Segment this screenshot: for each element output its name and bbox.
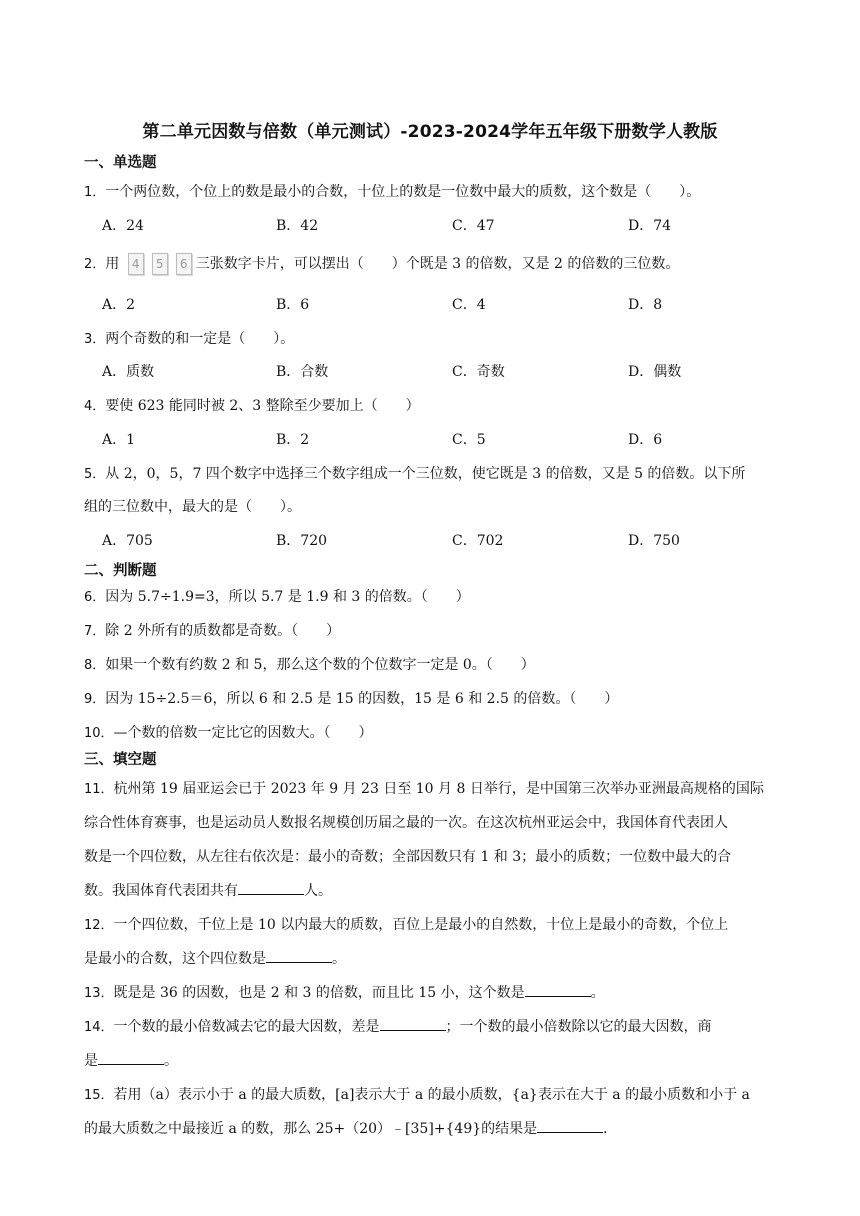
question-number: 9． bbox=[84, 692, 106, 707]
option-b: B．2 bbox=[276, 432, 310, 448]
option-a: A．1 bbox=[102, 432, 136, 448]
question-number: 10． bbox=[84, 726, 114, 741]
option-c: C．5 bbox=[452, 432, 486, 448]
question-8 bbox=[84, 654, 535, 674]
question-text: 如果一个数有约数 2 和 5，那么这个数的个位数字一定是 0。（ ） bbox=[105, 657, 535, 673]
question-11 bbox=[84, 778, 764, 798]
question-14-line2 bbox=[84, 1050, 178, 1070]
answer-blank[interactable] bbox=[537, 1120, 603, 1133]
question-text: 。 bbox=[164, 1053, 178, 1069]
question-text: 一个两位数，个位上的数是最小的合数，十位上的数是一位数中最大的质数，这个数是（ ）。 bbox=[105, 184, 701, 200]
section-heading-single-choice: 一、单选题 bbox=[84, 155, 157, 171]
question-3 bbox=[84, 328, 294, 348]
question-5 bbox=[84, 463, 745, 483]
question-2 bbox=[84, 253, 679, 275]
question-text: 人。 bbox=[304, 883, 332, 899]
question-14 bbox=[84, 1016, 712, 1036]
option-c: C．奇数 bbox=[452, 364, 505, 380]
answer-blank[interactable] bbox=[380, 1018, 446, 1031]
question-number: 13． bbox=[84, 986, 114, 1001]
option-d: D．750 bbox=[628, 533, 680, 549]
question-11-line2: 综合性体育赛事，也是运动员人数报名规模创历届之最的一次。在这次杭州亚运会中，我国体育代表团人 bbox=[84, 815, 728, 831]
question-text: 。 bbox=[332, 951, 346, 967]
option-a: A．质数 bbox=[102, 364, 155, 380]
question-number: 8． bbox=[84, 658, 106, 673]
question-number: 5． bbox=[84, 467, 106, 482]
option-b: B．合数 bbox=[276, 364, 329, 380]
answer-blank[interactable] bbox=[98, 1052, 164, 1065]
question-text: 的最大质数之中最接近 a 的数，那么 25+（20）﹣[35]+{49}的结果是 bbox=[84, 1121, 538, 1137]
option-c: C．702 bbox=[452, 533, 504, 549]
option-d: D．6 bbox=[628, 432, 663, 448]
question-text: ；一个数的最小倍数除以它的最大因数，商 bbox=[445, 1019, 712, 1035]
digit-card-5: 5 bbox=[152, 253, 168, 275]
question-number: 6． bbox=[84, 590, 106, 605]
question-text: —个数的倍数一定比它的因数大。（ ） bbox=[113, 725, 373, 741]
question-text-pre: 用 bbox=[105, 256, 120, 272]
question-10 bbox=[84, 722, 373, 742]
digit-card-6: 6 bbox=[176, 253, 192, 275]
question-number: 2． bbox=[84, 257, 106, 272]
question-6 bbox=[84, 586, 470, 606]
section-heading-true-false: 二、判断题 bbox=[84, 563, 157, 579]
question-text-line1: 一个四位数，千位上是 10 以内最大的质数，百位上是最小的自然数，十位上是最小的奇数，个位上 bbox=[113, 917, 729, 933]
question-12-line2 bbox=[84, 948, 346, 968]
question-number: 4． bbox=[84, 399, 106, 414]
question-text: 除 2 外所有的质数都是奇数。（ ） bbox=[105, 623, 341, 639]
question-text-line1: 从 2，0，5，7 四个数字中选择三个数字组成一个三位数，使它既是 3 的倍数，又是 5 的倍数。以下所 bbox=[105, 466, 746, 482]
question-number: 3． bbox=[84, 332, 106, 347]
option-a: A．24 bbox=[102, 218, 144, 234]
option-a: A．705 bbox=[102, 533, 153, 549]
question-text: 两个奇数的和一定是（ ）。 bbox=[105, 331, 295, 347]
option-a: A．2 bbox=[102, 297, 136, 313]
question-15-line2 bbox=[84, 1118, 617, 1138]
question-text: 因为 15÷2.5＝6，所以 6 和 2.5 是 15 的因数，15 是 6 和 2.5 的倍数。（ ） bbox=[105, 691, 619, 707]
question-text-line1: 杭州第 19 届亚运会已于 2023 年 9 月 23 日至 10 月 8 日举行，是中国第三次举办亚洲最高规格的国际 bbox=[113, 781, 764, 797]
question-9 bbox=[84, 688, 618, 708]
option-c: C．4 bbox=[452, 297, 486, 313]
section-heading-fill-blank: 三、填空题 bbox=[84, 752, 157, 768]
question-15 bbox=[84, 1084, 750, 1104]
option-b: B．42 bbox=[276, 218, 319, 234]
question-text: 是 bbox=[84, 1053, 98, 1069]
question-text-line1: 若用（a）表示小于 a 的最大质数，[a]表示大于 a 的最小质数，{a}表示在大于 a 的最小质数和小于 a bbox=[113, 1087, 750, 1103]
question-number: 7． bbox=[84, 624, 106, 639]
option-d: D．8 bbox=[628, 297, 663, 313]
question-text: 。 bbox=[590, 985, 605, 1001]
question-11-line3: 数是一个四位数，从左往右依次是：最小的奇数；全部因数只有 1 和 3；最小的质数；一位数中最大的合 bbox=[84, 849, 732, 865]
question-1 bbox=[84, 181, 700, 201]
answer-blank[interactable] bbox=[238, 882, 304, 895]
question-text: ． bbox=[603, 1121, 618, 1137]
question-text-post: 三张数字卡片，可以摆出（ ）个既是 3 的倍数，又是 2 的倍数的三位数。 bbox=[195, 256, 680, 272]
question-text: 是最小的合数，这个四位数是 bbox=[84, 951, 266, 967]
question-11-line4 bbox=[84, 880, 332, 900]
question-text: 一个数的最小倍数减去它的最大因数，差是 bbox=[113, 1019, 380, 1035]
question-number: 12． bbox=[84, 918, 114, 933]
question-number: 15． bbox=[84, 1088, 114, 1103]
question-5-line2: 组的三位数中，最大的是（ ）。 bbox=[84, 499, 301, 515]
option-c: C．47 bbox=[452, 218, 495, 234]
digit-card-4: 4 bbox=[128, 253, 144, 275]
question-13 bbox=[84, 982, 605, 1002]
question-12 bbox=[84, 914, 728, 934]
answer-blank[interactable] bbox=[525, 984, 591, 997]
question-text: 因为 5.7÷1.9=3，所以 5.7 是 1.9 和 3 的倍数。（ ） bbox=[105, 589, 470, 605]
question-number: 14． bbox=[84, 1020, 114, 1035]
question-text: 数。我国体育代表团共有 bbox=[84, 883, 238, 899]
question-number: 11． bbox=[84, 782, 114, 797]
question-7 bbox=[84, 620, 340, 640]
option-b: B．720 bbox=[276, 533, 328, 549]
answer-blank[interactable] bbox=[266, 950, 332, 963]
option-d: D．74 bbox=[628, 218, 672, 234]
question-4 bbox=[84, 395, 420, 415]
question-text: 要使 623 能同时被 2、3 整除至少要加上（ ） bbox=[105, 398, 420, 414]
question-number: 1． bbox=[84, 185, 106, 200]
option-b: B．6 bbox=[276, 297, 310, 313]
question-text: 既是是 36 的因数，也是 2 和 3 的倍数，而且比 15 小，这个数是 bbox=[113, 985, 525, 1001]
option-d: D．偶数 bbox=[628, 364, 682, 380]
page-title: 第二单元因数与倍数（单元测试）-2023-2024学年五年级下册数学人教版 bbox=[142, 122, 718, 142]
